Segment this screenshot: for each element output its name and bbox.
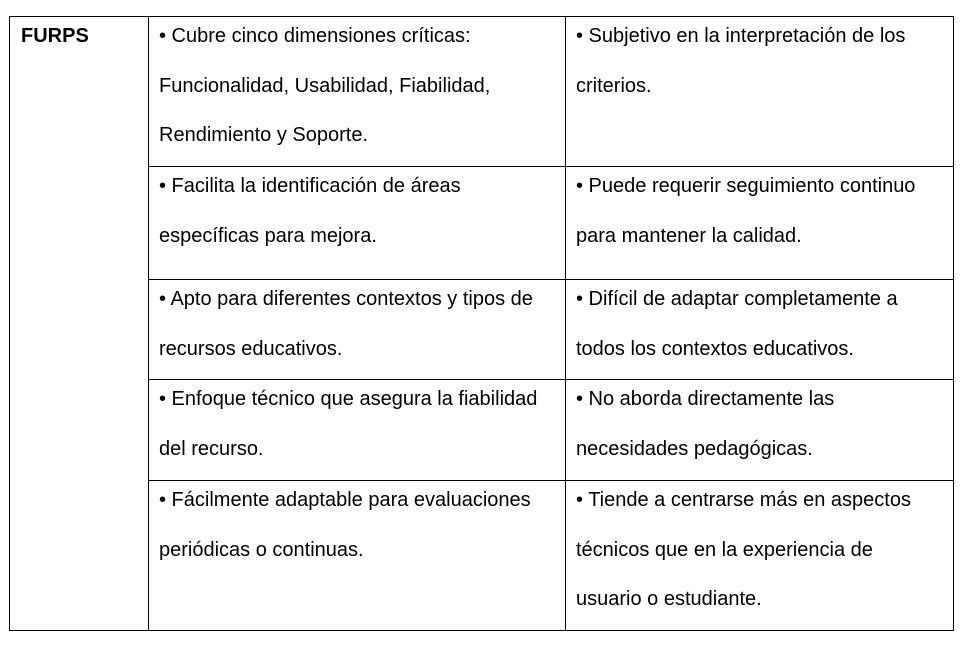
advantage-text: • Facilita la identificación de áreas específicas para mejora. xyxy=(159,175,461,247)
advantage-cell xyxy=(149,280,566,380)
table-row xyxy=(10,481,954,631)
advantage-cell xyxy=(149,167,566,280)
table-row xyxy=(10,17,954,167)
advantage-text: • Enfoque técnico que asegura la fiabilidad del recurso. xyxy=(159,388,538,460)
disadvantage-cell xyxy=(566,481,954,631)
advantage-text: • Fácilmente adaptable para evaluaciones periódicas o continuas. xyxy=(159,489,531,561)
disadvantage-text: • Puede requerir seguimiento continuo para mantener la calidad. xyxy=(576,175,916,247)
advantage-text: • Apto para diferentes contextos y tipos de recursos educativos. xyxy=(159,288,533,360)
advantage-cell xyxy=(149,17,566,167)
table-row xyxy=(10,380,954,481)
disadvantage-text: • No aborda directamente las necesidades pedagógicas. xyxy=(576,388,835,460)
disadvantage-text: • Tiende a centrarse más en aspectos técnicos que en la experiencia de usuario o estudiante. xyxy=(576,489,911,610)
table-row xyxy=(10,280,954,380)
disadvantage-cell xyxy=(566,280,954,380)
disadvantage-cell xyxy=(566,380,954,481)
table-row xyxy=(10,167,954,280)
furps-table xyxy=(9,16,954,631)
advantage-text: • Cubre cinco dimensiones críticas: Funcionalidad, Usabilidad, Fiabilidad, Rendimiento y Soporte. xyxy=(159,25,491,146)
advantage-cell xyxy=(149,481,566,631)
disadvantage-cell xyxy=(566,167,954,280)
method-label-cell xyxy=(10,17,149,631)
method-label: FURPS xyxy=(21,25,89,47)
disadvantage-text: • Subjetivo en la interpretación de los criterios. xyxy=(576,25,906,97)
disadvantage-text: • Difícil de adaptar completamente a todos los contextos educativos. xyxy=(576,288,898,360)
disadvantage-cell xyxy=(566,17,954,167)
advantage-cell xyxy=(149,380,566,481)
